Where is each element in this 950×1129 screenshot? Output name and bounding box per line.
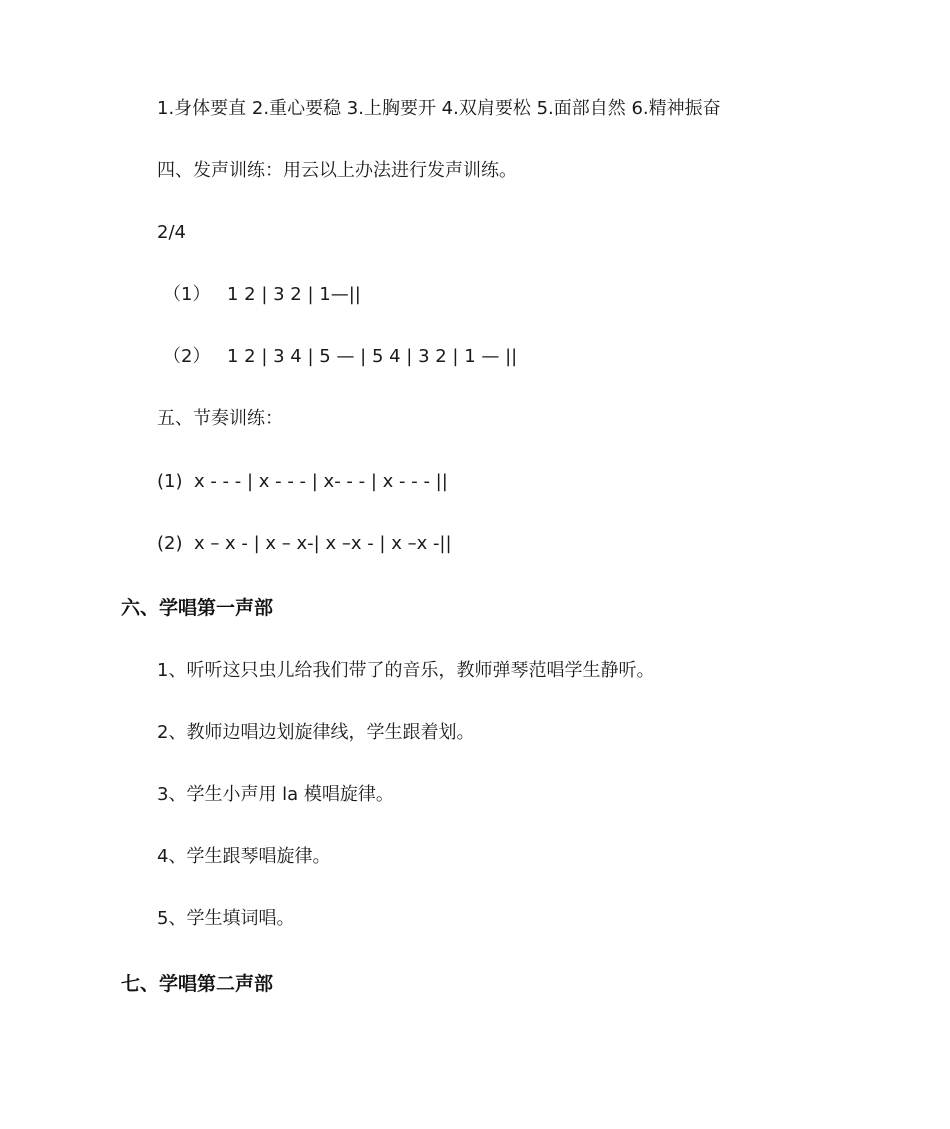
- time-signature: 2/4: [157, 222, 186, 243]
- vocal-exercise-2: [163, 345, 517, 369]
- section-5-title: 五、节奏训练：: [157, 408, 283, 429]
- section-6-step-3: 3、学生小声用 la 模唱旋律。: [157, 784, 394, 805]
- posture-requirements-line: 1.身体要直 2.重心要稳 3.上胸要开 4.双肩要松 5.面部自然 6.精神振奋: [157, 98, 721, 119]
- rhythm-exercise-2: (2) x – x - | x – x-| x –x - | x –x -||: [157, 533, 452, 554]
- vocal-exercise-2-notation: 1 2 | 3 4 | 5 — | 5 4 | 3 2 | 1 — ||: [227, 346, 518, 367]
- vocal-exercise-2-label: （2）: [163, 346, 211, 367]
- section-7-heading: 七、学唱第二声部: [121, 973, 274, 995]
- vocal-exercise-1-notation: 1 2 | 3 2 | 1—||: [227, 284, 361, 305]
- vocal-exercise-1-label: （1）: [163, 284, 211, 305]
- rhythm-exercise-1: (1) x - - - | x - - - | x- - - | x - - - ||: [157, 471, 448, 492]
- section-6-step-1: 1、听听这只虫儿给我们带了的音乐，教师弹琴范唱学生静听。: [157, 660, 655, 681]
- vocal-exercise-1: [163, 283, 361, 307]
- section-6-step-4: 4、学生跟琴唱旋律。: [157, 846, 331, 867]
- section-6-step-5: 5、学生填词唱。: [157, 908, 295, 929]
- section-6-step-2: 2、教师边唱边划旋律线，学生跟着划。: [157, 722, 475, 743]
- section-6-heading: 六、学唱第一声部: [121, 597, 274, 619]
- section-4-title: 四、发声训练：用云以上办法进行发声训练。: [157, 160, 517, 181]
